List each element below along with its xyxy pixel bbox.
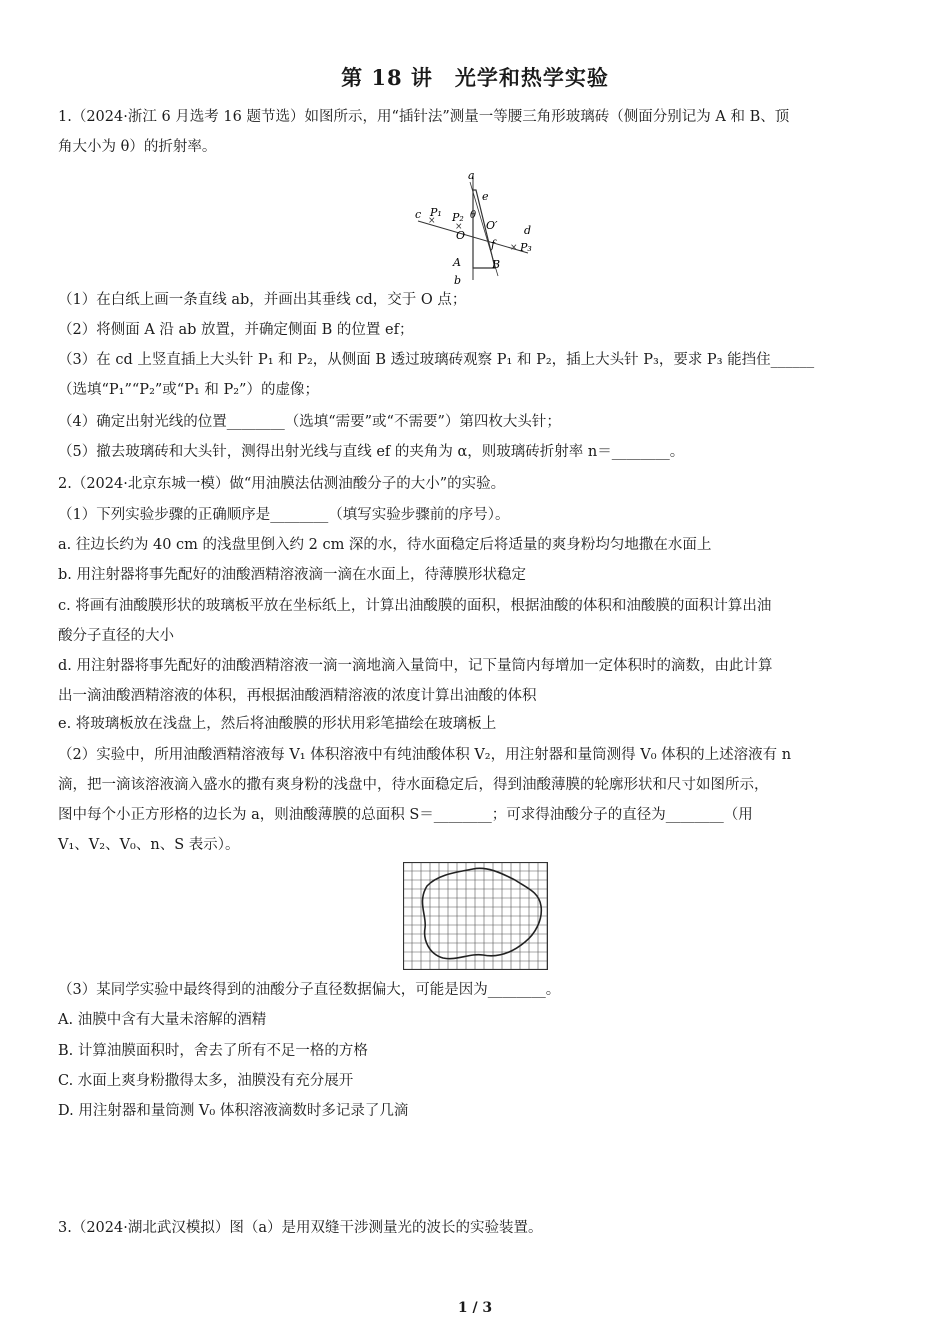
- q2-step-c-line2: 酸分子直径的大小: [58, 628, 174, 644]
- q2-step-c-line1: c. 将画有油酸膜形状的玻璃板平放在坐标纸上，计算出油酸膜的面积，根据油酸的体积和油酸膜的面积计算出油: [58, 598, 772, 614]
- label-b: b: [454, 274, 462, 286]
- svg-text:×: ×: [455, 222, 463, 232]
- q2-step-e: e. 将玻璃板放在浅盘上，然后将油酸膜的形状用彩笔描绘在玻璃板上: [58, 716, 497, 732]
- label-B: B: [492, 258, 501, 271]
- q2-stem: 2.（2024·北京东城一模）做“用油膜法估测油酸分子的大小”的实验。: [58, 476, 506, 492]
- q1-step5: （5）撤去玻璃砖和大头针，测得出射光线与直线 ef 的夹角为 α，则玻璃砖折射率 n＝________。: [58, 444, 685, 460]
- q2-step-d-line2: 出一滴油酸酒精溶液的体积，再根据油酸酒精溶液的浓度计算出油酸的体积: [58, 688, 537, 704]
- q1-step3-line1: （3）在 cd 上竖直插上大头针 P₁ 和 P₂，从侧面 B 透过玻璃砖观察 P₁ 和 P₂，插上大头针 P₃，要求 P₃ 能挡住______: [58, 352, 815, 368]
- oil-film-grid-figure: [403, 862, 548, 970]
- label-P3: P₃: [520, 241, 532, 254]
- label-theta: θ: [470, 210, 477, 221]
- label-d: d: [524, 224, 532, 237]
- label-P1: P₁: [430, 206, 442, 219]
- q1-stem-line2: 角大小为 θ）的折射率。: [58, 139, 217, 155]
- oil-film-outline: [422, 868, 541, 958]
- q2-option-c: C. 水面上爽身粉撒得太多，油膜没有充分展开: [58, 1073, 354, 1089]
- q2-part2-line1: （2）实验中，所用油酸酒精溶液每 V₁ 体积溶液中有纯油酸体积 V₂，用注射器和量筒测得 V₀ 体积的上述溶液有 n: [58, 747, 792, 763]
- q2-part3: （3）某同学实验中最终得到的油酸分子直径数据偏大，可能是因为________。: [58, 982, 561, 998]
- page-title: 第 18 讲 光学和热学实验: [341, 65, 609, 90]
- q3-stem: 3.（2024·湖北武汉模拟）图（a）是用双缝干涉测量光的波长的实验装置。: [58, 1220, 543, 1236]
- q1-step1: （1）在白纸上画一条直线 ab，并画出其垂线 cd，交于 O 点；: [58, 292, 467, 308]
- svg-text:×: ×: [510, 243, 518, 253]
- q2-part2-line3: 图中每个小正方形格的边长为 a，则油酸薄膜的总面积 S＝________；可求得油酸分子的直径为________（用: [58, 807, 753, 823]
- label-e: e: [482, 190, 489, 203]
- q2-step-a: a. 往边长约为 40 cm 的浅盘里倒入约 2 cm 深的水，待水面稳定后将适量的爽身粉均匀地撒在水面上: [58, 537, 712, 553]
- q1-step3-line2: （选填“P₁”“P₂”或“P₁ 和 P₂”）的虚像；: [58, 382, 319, 398]
- svg-text:×: ×: [428, 216, 436, 226]
- label-f: f: [491, 238, 496, 251]
- prism-pin-diagram: [410, 168, 550, 286]
- q2-step-d-line1: d. 用注射器将事先配好的油酸酒精溶液一滴一滴地滴入量筒中，记下量筒内每增加一定体积时的滴数，由此计算: [58, 658, 773, 674]
- q2-option-a: A. 油膜中含有大量未溶解的酒精: [58, 1012, 267, 1028]
- q2-option-d: D. 用注射器和量筒测 V₀ 体积溶液滴数时多记录了几滴: [58, 1103, 409, 1119]
- label-A: A: [453, 256, 461, 269]
- label-P2: P₂: [452, 211, 464, 224]
- q1-step2: （2）将侧面 A 沿 ab 放置，并确定侧面 B 的位置 ef；: [58, 322, 414, 338]
- q2-part2-line4: V₁、V₂、V₀、n、S 表示）。: [58, 837, 240, 853]
- label-a: a: [468, 169, 475, 182]
- q2-step-b: b. 用注射器将事先配好的油酸酒精溶液滴一滴在水面上，待薄膜形状稳定: [58, 567, 526, 583]
- label-O: O: [456, 229, 466, 242]
- q2-part2-line2: 滴，把一滴该溶液滴入盛水的撒有爽身粉的浅盘中，待水面稳定后，得到油酸薄膜的轮廓形状和尺寸如图所示，: [58, 777, 769, 793]
- q2-option-b: B. 计算油膜面积时，舍去了所有不足一格的方格: [58, 1043, 368, 1059]
- q2-part1: （1）下列实验步骤的正确顺序是________（填写实验步骤前的序号）。: [58, 507, 510, 523]
- q1-step4: （4）确定出射光线的位置________（选填“需要”或“不需要”）第四枚大头针；: [58, 414, 561, 430]
- page-number: 1 / 3: [457, 1300, 493, 1316]
- label-O-prime: O′: [486, 219, 498, 232]
- q1-stem-line1: 1.（2024·浙江 6 月选考 16 题节选）如图所示，用“插针法”测量一等腰三角形玻璃砖（侧面分别记为 A 和 B、顶: [58, 109, 790, 125]
- label-c: c: [415, 208, 422, 221]
